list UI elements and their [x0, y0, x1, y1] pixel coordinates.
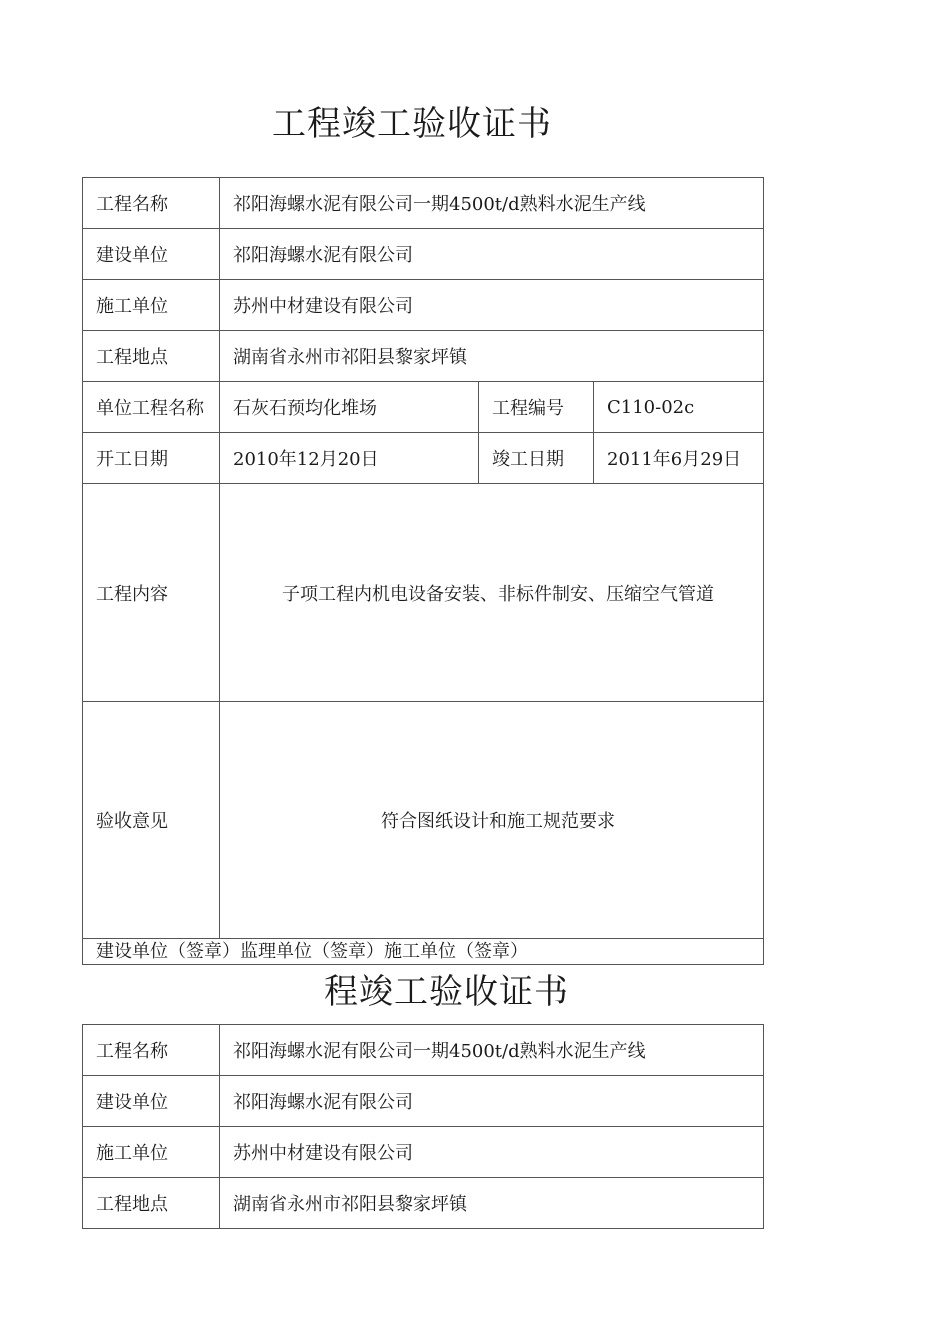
content-value: 子项工程内机电设备安装、非标件制安、压缩空气管道 [220, 484, 764, 702]
table-row [83, 1025, 764, 1076]
project-name-value: 祁阳海螺水泥有限公司一期4500t/d熟料水泥生产线 [220, 1025, 764, 1076]
project-name-value: 祁阳海螺水泥有限公司一期4500t/d熟料水泥生产线 [220, 178, 764, 229]
contractor-value: 苏州中材建设有限公司 [220, 280, 764, 331]
table-row [83, 229, 764, 280]
table-row [83, 1076, 764, 1127]
owner-label: 建设单位 [83, 229, 220, 280]
acceptance-certificate-table [82, 177, 764, 965]
table-row [83, 939, 764, 965]
opinion-value: 符合图纸设计和施工规范要求 [220, 702, 764, 939]
signatures-line: 建设单位（签章）监理单位（签章）施工单位（签章） [83, 939, 764, 965]
page-title-repeat: 程竣工验收证书 [324, 972, 569, 1012]
table-row [83, 331, 764, 382]
table-row [83, 702, 764, 939]
opinion-label: 验收意见 [83, 702, 220, 939]
location-value: 湖南省永州市祁阳县黎家坪镇 [220, 1178, 764, 1229]
acceptance-certificate-table-2 [82, 1024, 764, 1229]
finish-date-label: 竣工日期 [479, 433, 594, 484]
content-label: 工程内容 [83, 484, 220, 702]
start-date-value: 2010年12月20日 [220, 433, 479, 484]
project-no-value: C110-02c [594, 382, 764, 433]
owner-value: 祁阳海螺水泥有限公司 [220, 229, 764, 280]
finish-date-value: 2011年6月29日 [594, 433, 764, 484]
unit-name-value: 石灰石预均化堆场 [220, 382, 479, 433]
page-title: 工程竣工验收证书 [272, 104, 552, 144]
unit-name-label: 单位工程名称 [83, 382, 220, 433]
owner-value: 祁阳海螺水泥有限公司 [220, 1076, 764, 1127]
project-no-label: 工程编号 [479, 382, 594, 433]
table-row [83, 178, 764, 229]
start-date-label: 开工日期 [83, 433, 220, 484]
location-value: 湖南省永州市祁阳县黎家坪镇 [220, 331, 764, 382]
table-row [83, 433, 764, 484]
project-name-label: 工程名称 [83, 178, 220, 229]
owner-label: 建设单位 [83, 1076, 220, 1127]
contractor-label: 施工单位 [83, 280, 220, 331]
location-label: 工程地点 [83, 1178, 220, 1229]
table-row [83, 1178, 764, 1229]
location-label: 工程地点 [83, 331, 220, 382]
table-row [83, 382, 764, 433]
table-row [83, 280, 764, 331]
table-row [83, 484, 764, 702]
project-name-label: 工程名称 [83, 1025, 220, 1076]
contractor-value: 苏州中材建设有限公司 [220, 1127, 764, 1178]
table-row [83, 1127, 764, 1178]
contractor-label: 施工单位 [83, 1127, 220, 1178]
